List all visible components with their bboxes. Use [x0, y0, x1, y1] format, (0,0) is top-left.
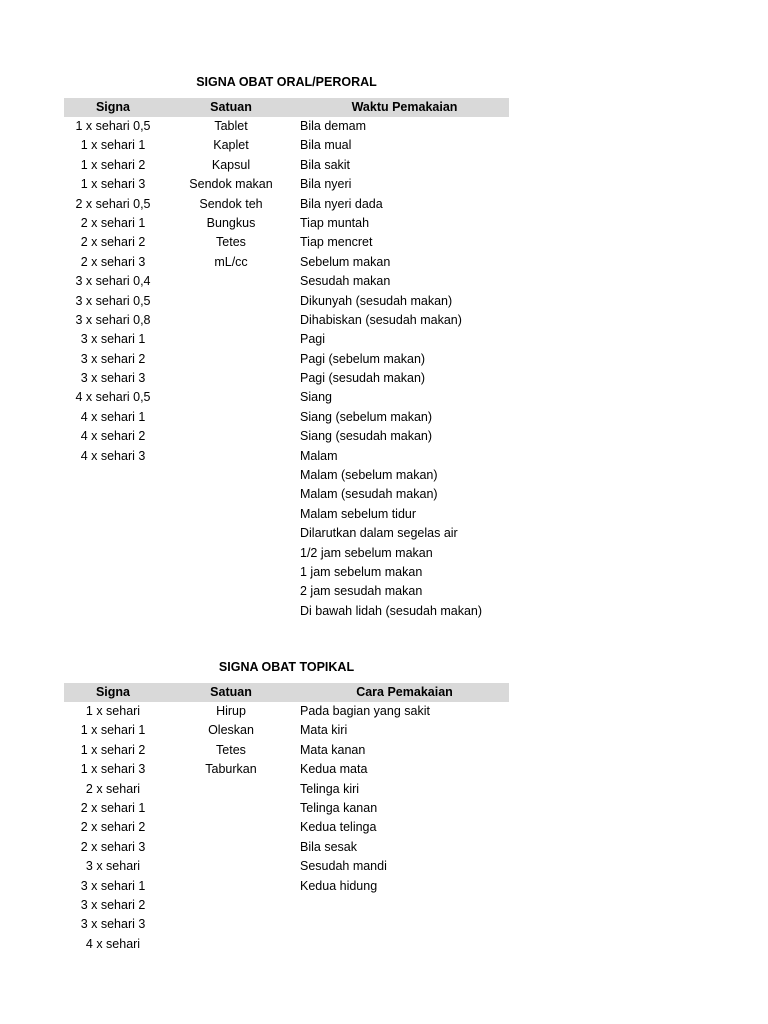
- oral-signa-cell: 3 x sehari 1: [80, 332, 146, 347]
- oral-waktu-cell: Siang (sebelum makan): [300, 409, 433, 424]
- oral-waktu-cell: Malam sebelum tidur: [300, 506, 417, 521]
- topikal-signa-cell: 3 x sehari 3: [80, 917, 146, 932]
- topikal-signa-cell: 2 x sehari 3: [80, 839, 146, 854]
- oral-waktu-cell: Bila mual: [300, 138, 352, 153]
- oral-header-signa: Signa: [95, 100, 131, 114]
- topikal-cara-column: [300, 702, 509, 954]
- oral-signa-cell: 1 x sehari 0,5: [75, 119, 151, 133]
- oral-waktu-cell: Dikunyah (sesudah makan): [300, 293, 453, 308]
- oral-waktu-cell: Siang: [300, 390, 332, 405]
- oral-satuan-cell: Sendok makan: [189, 177, 273, 192]
- oral-waktu-cell: Malam (sesudah makan): [300, 487, 438, 502]
- topikal-table-body: [64, 702, 509, 954]
- topikal-signa-cell: 1 x sehari 1: [80, 723, 146, 738]
- oral-satuan-cell: Tetes: [216, 235, 246, 250]
- oral-waktu-cell: 1/2 jam sebelum makan: [300, 545, 433, 560]
- topikal-cara-cell: Telinga kiri: [300, 781, 360, 796]
- topikal-header-signa: Signa: [95, 685, 131, 699]
- topikal-cara-cell: Sesudah mandi: [300, 859, 387, 874]
- topikal-cara-cell: Kedua hidung: [300, 878, 378, 893]
- topikal-satuan-cell: Taburkan: [205, 762, 257, 777]
- oral-signa-cell: 1 x sehari 3: [80, 177, 146, 192]
- topikal-cara-cell: Pada bagian yang sakit: [300, 704, 430, 718]
- oral-satuan-cell: Sendok teh: [199, 196, 263, 211]
- oral-waktu-cell: Di bawah lidah (sesudah makan): [300, 603, 483, 618]
- oral-waktu-cell: Malam (sebelum makan): [300, 468, 438, 483]
- oral-waktu-cell: 1 jam sebelum makan: [300, 564, 423, 579]
- topikal-header-cara: Cara Pemakaian: [356, 685, 453, 699]
- topikal-signa-cell: 3 x sehari 2: [80, 897, 146, 912]
- oral-waktu-cell: Sebelum makan: [300, 254, 391, 269]
- oral-signa-cell: 4 x sehari 2: [80, 429, 146, 444]
- oral-satuan-cell: Tablet: [214, 119, 248, 133]
- oral-signa-cell: 2 x sehari 2: [80, 235, 146, 250]
- topikal-signa-cell: 4 x sehari: [85, 936, 141, 951]
- oral-waktu-cell: Dilarutkan dalam segelas air: [300, 526, 458, 541]
- oral-signa-cell: 3 x sehari 2: [80, 351, 146, 366]
- topikal-cara-cell: Telinga kanan: [300, 800, 378, 815]
- oral-waktu-cell: Pagi (sesudah makan): [300, 371, 426, 386]
- oral-title: SIGNA OBAT ORAL/PERORAL: [196, 75, 377, 89]
- oral-waktu-cell: Malam: [300, 448, 338, 463]
- oral-signa-cell: 3 x sehari 0,4: [75, 274, 151, 289]
- topikal-cara-cell: Bila sesak: [300, 839, 357, 854]
- topikal-signa-cell: 1 x sehari: [85, 704, 141, 718]
- topikal-satuan-cell: Oleskan: [208, 723, 254, 738]
- topikal-cara-cell: Kedua telinga: [300, 820, 377, 835]
- topikal-cara-cell: Mata kanan: [300, 742, 366, 757]
- topikal-header-satuan: Satuan: [210, 685, 252, 699]
- oral-header-satuan: Satuan: [210, 100, 252, 114]
- oral-waktu-cell: Bila sakit: [300, 157, 351, 172]
- oral-waktu-cell: Pagi (sebelum makan): [300, 351, 426, 366]
- oral-signa-cell: 3 x sehari 3: [80, 371, 146, 386]
- oral-signa-cell: 4 x sehari 3: [80, 448, 146, 463]
- topikal-signa-cell: 2 x sehari 2: [80, 820, 146, 835]
- oral-signa-cell: 2 x sehari 3: [80, 254, 146, 269]
- oral-table-body: [64, 117, 509, 621]
- oral-satuan-cell: Bungkus: [206, 215, 256, 230]
- oral-waktu-cell: Bila nyeri dada: [300, 196, 383, 211]
- oral-signa-cell: 3 x sehari 0,5: [75, 293, 151, 308]
- topikal-cara-cell: Mata kiri: [300, 723, 348, 738]
- oral-waktu-cell: Dihabiskan (sesudah makan): [300, 312, 462, 327]
- oral-signa-cell: 2 x sehari 1: [80, 215, 146, 230]
- oral-waktu-cell: Pagi: [300, 332, 326, 347]
- topikal-signa-column: [64, 702, 162, 954]
- topikal-signa-cell: 3 x sehari: [85, 859, 141, 874]
- oral-waktu-cell: Tiap mencret: [300, 235, 373, 250]
- oral-signa-column: [64, 117, 162, 621]
- oral-waktu-cell: Siang (sesudah makan): [300, 429, 433, 444]
- oral-waktu-cell: 2 jam sesudah makan: [300, 584, 423, 599]
- topikal-satuan-cell: Tetes: [216, 742, 246, 757]
- oral-satuan-cell: mL/cc: [214, 254, 248, 269]
- topikal-signa-cell: 1 x sehari 2: [80, 742, 146, 757]
- oral-header-row: [64, 98, 509, 117]
- topikal-signa-cell: 2 x sehari 1: [80, 800, 146, 815]
- topikal-cara-cell: Kedua mata: [300, 762, 368, 777]
- oral-signa-cell: 3 x sehari 0,8: [75, 312, 151, 327]
- topikal-signa-cell: 1 x sehari 3: [80, 762, 146, 777]
- oral-waktu-cell: Bila demam: [300, 119, 366, 133]
- topikal-header-row: [64, 683, 509, 702]
- oral-satuan-cell: Kapsul: [211, 157, 251, 172]
- topikal-signa-cell: 2 x sehari: [85, 781, 141, 796]
- oral-section: [64, 73, 509, 621]
- oral-satuan-cell: Kaplet: [213, 138, 249, 153]
- oral-signa-cell: 4 x sehari 0,5: [75, 390, 151, 405]
- topikal-title: SIGNA OBAT TOPIKAL: [218, 660, 355, 674]
- topikal-satuan-column: [162, 702, 300, 954]
- oral-satuan-column: [162, 117, 300, 621]
- oral-waktu-cell: Tiap muntah: [300, 215, 370, 230]
- oral-signa-cell: 4 x sehari 1: [80, 409, 146, 424]
- oral-waktu-cell: Bila nyeri: [300, 177, 352, 192]
- oral-waktu-cell: Sesudah makan: [300, 274, 391, 289]
- topikal-signa-cell: 3 x sehari 1: [80, 878, 146, 893]
- oral-signa-cell: 1 x sehari 2: [80, 157, 146, 172]
- oral-signa-cell: 1 x sehari 1: [80, 138, 146, 153]
- oral-header-waktu: Waktu Pemakaian: [351, 100, 458, 114]
- oral-waktu-column: [300, 117, 509, 621]
- topikal-satuan-cell: Hirup: [216, 704, 246, 718]
- topikal-section: [64, 658, 509, 954]
- oral-signa-cell: 2 x sehari 0,5: [75, 196, 151, 211]
